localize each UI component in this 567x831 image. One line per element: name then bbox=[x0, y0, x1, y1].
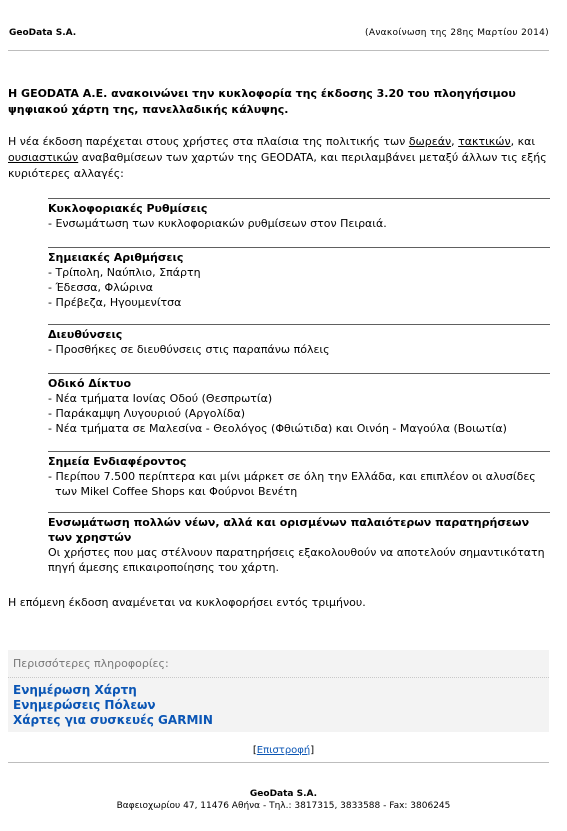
intro-separator: , και bbox=[510, 135, 536, 148]
section-title: Διευθύνσεις bbox=[48, 328, 123, 341]
company-name: GeoData S.A. bbox=[9, 28, 77, 38]
section-addresses bbox=[48, 324, 550, 357]
section-title: Οδικό Δίκτυο bbox=[48, 377, 132, 390]
bracket: [ bbox=[252, 745, 257, 756]
page-footer bbox=[0, 788, 567, 812]
section-item: - Νέα τμήματα Ιονίας Οδού (Θεσπρωτία) bbox=[48, 392, 273, 405]
section-item: - Περίπου 7.500 περίπτερα και μίνι μάρκετ σε όλη την Ελλάδα, και επιπλέον οι αλυσίδες bbox=[48, 470, 536, 483]
section-title: Κυκλοφοριακές Ρυθμίσεις bbox=[48, 202, 208, 215]
section-item: - Έδεσσα, Φλώρινα bbox=[48, 281, 154, 294]
link-map-update[interactable]: Ενημέρωση Χάρτη bbox=[13, 683, 137, 697]
link-regular-upgrades[interactable]: τακτικών bbox=[458, 135, 511, 148]
section-title: Σημεία Ενδιαφέροντος bbox=[48, 455, 187, 468]
section-divider bbox=[48, 247, 550, 248]
link-city-updates[interactable]: Ενημερώσεις Πόλεων bbox=[13, 698, 156, 712]
intro-text-2: αναβαθμίσεων των χαρτών της GEODATA, και περιλαμβάνει μεταξύ άλλων τις εξής κυριότερες αλλαγές: bbox=[8, 151, 547, 180]
footer-address: Βαφειοχωρίου 47, 11476 Αθήνα - Τηλ.: 3817315, 3833588 - Fax: 3806245 bbox=[116, 801, 451, 811]
more-info-divider bbox=[8, 677, 549, 678]
back-link-container bbox=[0, 745, 567, 756]
section-item: - Τρίπολη, Ναύπλιο, Σπάρτη bbox=[48, 266, 201, 279]
section-item: - Προσθήκες σε διευθύνσεις στις παραπάνω πόλεις bbox=[48, 343, 330, 356]
section-divider bbox=[48, 324, 550, 325]
more-info-box bbox=[8, 650, 549, 732]
section-item: - Νέα τμήματα σε Μαλεσίνα - Θεολόγος (Φθιώτιδα) και Οινόη - Μαγούλα (Βοιωτία) bbox=[48, 422, 507, 435]
announcement-headline: Η GEODATA A.E. ανακοινώνει την κυκλοφορία της έκδοσης 3.20 του πλοηγήσιμου ψηφιακού χάρτη της, πανελλαδικής κάλυψης. bbox=[8, 87, 516, 116]
section-divider bbox=[48, 373, 550, 374]
link-garmin-maps[interactable]: Χάρτες για συσκευές GARMIN bbox=[13, 713, 213, 727]
intro-paragraph bbox=[8, 134, 553, 182]
section-user-feedback bbox=[48, 512, 550, 575]
section-divider bbox=[48, 198, 550, 199]
link-free-upgrades[interactable]: δωρεάν bbox=[408, 135, 452, 148]
footer-company: GeoData S.A. bbox=[249, 789, 318, 799]
more-info-label: Περισσότερες πληροφορίες: bbox=[13, 657, 169, 670]
announcement-date: (Ανακοίνωση της 28ης Μαρτίου 2014) bbox=[365, 28, 549, 38]
intro-separator: , bbox=[451, 135, 459, 148]
footer-divider bbox=[8, 762, 549, 763]
closing-statement: Η επόμενη έκδοση αναμένεται να κυκλοφορήσει εντός τριμήνου. bbox=[8, 596, 366, 609]
section-text: Οι χρήστες που μας στέλνουν παρατηρήσεις εξακολουθούν να αποτελούν σημαντικότατη πηγή άμεσης επικαιροποίησης του χάρτη. bbox=[48, 546, 545, 574]
back-link[interactable]: Επιστροφή bbox=[256, 745, 311, 756]
intro-text-1: Η νέα έκδοση παρέχεται στους χρήστες στα πλαίσια της πολιτικής των bbox=[8, 135, 409, 148]
section-traffic-rules bbox=[48, 198, 550, 231]
section-item: των Mikel Coffee Shops και Φούρνοι Βενέτη bbox=[48, 485, 298, 498]
section-road-network bbox=[48, 373, 550, 436]
section-item: - Παράκαμψη Λυγουριού (Αργολίδα) bbox=[48, 407, 246, 420]
section-title: Σημειακές Αριθμήσεις bbox=[48, 251, 184, 264]
bracket: ] bbox=[310, 745, 315, 756]
link-substantial-upgrades[interactable]: ουσιαστικών bbox=[8, 151, 79, 164]
section-divider bbox=[48, 451, 550, 452]
header-divider bbox=[8, 50, 549, 51]
section-divider bbox=[48, 512, 550, 513]
section-address-numbering bbox=[48, 247, 550, 310]
section-title: Ενσωμάτωση πολλών νέων, αλλά και ορισμένων παλαιότερων παρατηρήσεων των χρηστών bbox=[48, 516, 530, 544]
section-points-of-interest bbox=[48, 451, 550, 499]
section-item: - Ενσωμάτωση των κυκλοφοριακών ρυθμίσεων στον Πειραιά. bbox=[48, 217, 387, 230]
section-item: - Πρέβεζα, Ηγουμενίτσα bbox=[48, 296, 182, 309]
more-info-links bbox=[13, 683, 213, 728]
